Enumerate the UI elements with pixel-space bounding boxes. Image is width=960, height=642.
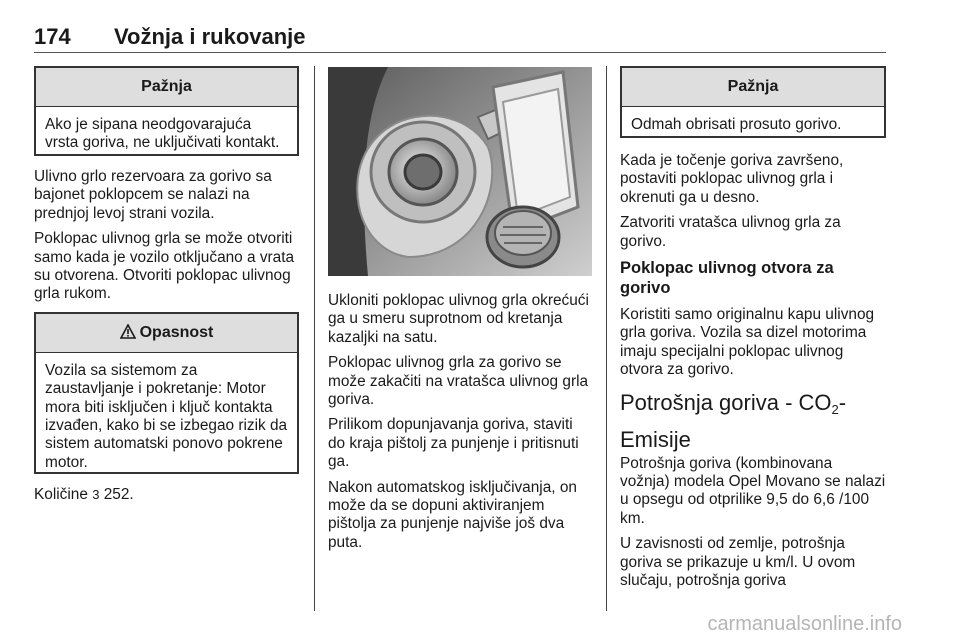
notice-body: Ako je sipana neodgovarajuća vrsta goriva, ne uključivati kontakt. — [45, 116, 280, 152]
paragraph: Prilikom dopunjavanja goriva, staviti do kraja pištolj za punjenje i pritisnuti ga. — [328, 416, 579, 471]
watermark: carmanualsonline.info — [707, 613, 902, 635]
reference-label: Količine — [34, 485, 88, 503]
notice-title: Pažnja — [36, 68, 297, 107]
fuel-filler-illustration — [328, 67, 592, 276]
danger-body: Vozila sa sistemom za zaustavljanje i pokretanje: Motor mora biti isključen i ključ kontakta izvađen, kako bi se izbegao rizik da sistem automatski ponovo pokrene motor. — [45, 361, 288, 471]
column-3 — [620, 66, 886, 598]
notice-title: Pažnja — [622, 68, 884, 107]
column-1 — [34, 66, 299, 511]
paragraph: Kada je točenje goriva završeno, postaviti poklopac ulivnog grla i okrenuti ga u desno. — [620, 152, 844, 206]
cross-reference — [34, 486, 299, 504]
warning-triangle-icon — [120, 324, 136, 339]
section-title: Potrošnja goriva - $CO_2-$ Emisije — [620, 389, 847, 452]
fuel-filler-photo — [328, 67, 592, 276]
danger-title: Opasnost — [139, 323, 214, 341]
arrow-icon: 3 — [92, 486, 100, 502]
paragraph: Zatvoriti vratašca ulivnog grla za gorivo. — [620, 214, 841, 250]
danger-header — [36, 314, 297, 353]
subsection-heading: Poklopac ulivnog otvora za gorivo — [620, 259, 834, 298]
page-header — [34, 24, 886, 54]
column-divider-1 — [314, 66, 315, 611]
column-divider-2 — [606, 66, 607, 611]
paragraph: Ukloniti poklopac ulivnog grla okrećući ga u smeru suprotnom od kretanja kazaljki na satu. — [328, 292, 589, 346]
paragraph: Poklopac ulivnog grla za gorivo se može zakačiti na vratašca ulivnog grla goriva. — [328, 354, 589, 409]
paragraph: Nakon automatskog isključivanja, on može da se dopuni aktiviranjem pištolja za punjenje najviše još dva puta. — [328, 478, 577, 551]
paragraph: Potrošnja goriva (kombinovana vožnja) modela Opel Movano se nalazi u opsegu od otprilike 9,5 do 6,6 /100 km. — [620, 454, 886, 527]
paragraph: Poklopac ulivnog grla se može otvoriti samo kada je vozilo otključano a vrata su otvorena. Otvoriti poklopac ulivnog grla rukom. — [34, 230, 295, 303]
reference-page: 252. — [103, 485, 134, 503]
paragraph: Ulivno grlo rezervoara za gorivo sa bajonet poklopcem se nalazi na prednjoj levoj strani vozila. — [34, 168, 272, 222]
paragraph: Koristiti samo originalnu kapu ulivnog grla goriva. Vozila sa dizel motorima imaju specijalni poklopac ulivnog otvora za gorivo. — [620, 306, 875, 379]
notice-box — [34, 66, 299, 156]
notice-box — [620, 66, 886, 138]
chapter-title: Vožnja i rukovanje — [114, 24, 306, 49]
column-2 — [328, 292, 593, 559]
page-number: 174 — [34, 24, 71, 49]
header-rule — [34, 52, 886, 53]
danger-box — [34, 312, 299, 474]
paragraph: U zavisnosti od zemlje, potrošnja goriva se prikazuje u km/l. U ovom slučaju, potrošnja goriva — [620, 535, 856, 590]
notice-body: Odmah obrisati prosuto gorivo. — [631, 116, 842, 133]
